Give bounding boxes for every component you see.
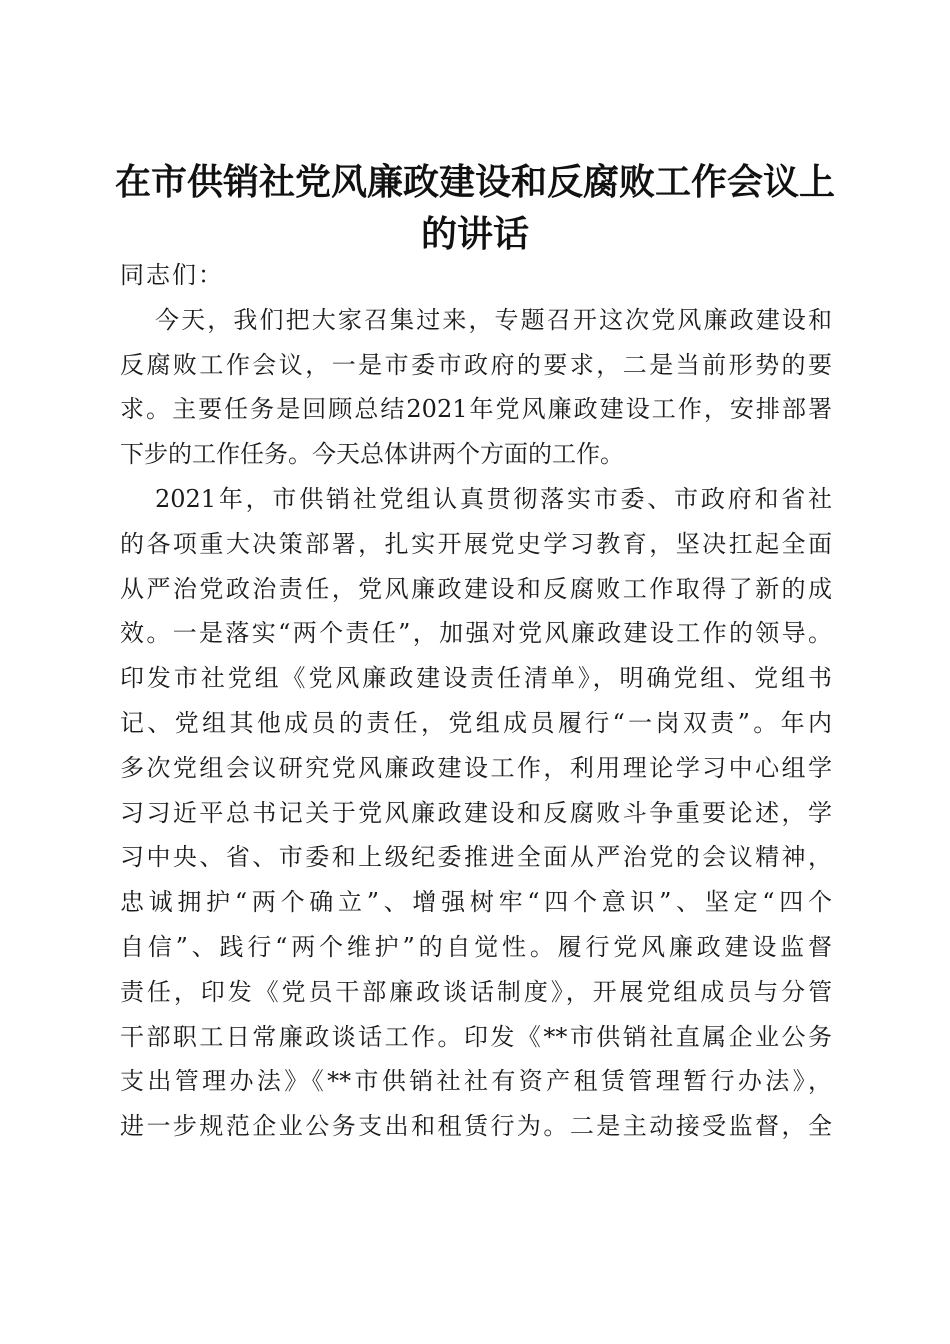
paragraph-review-2021 xyxy=(120,477,832,1149)
paragraph-line: 习习近平总书记关于党风廉政建设和反腐败斗争重要论述，学 xyxy=(120,798,832,827)
paragraph-line: 的各项重大决策部署，扎实开展党史学习教育，坚决扛起全面 xyxy=(120,529,832,558)
paragraph-line: 从严治党政治责任，党风廉政建设和反腐败工作取得了新的成 xyxy=(120,574,832,603)
document-body xyxy=(120,253,832,1149)
paragraph-line: 自信”、践行“两个维护”的自觉性。履行党风廉政建设监督 xyxy=(120,932,832,961)
paragraph-line: 效。一是落实“两个责任”，加强对党风廉政建设工作的领导。 xyxy=(120,619,832,648)
paragraph-line: 反腐败工作会议，一是市委市政府的要求，二是当前形势的要 xyxy=(120,350,832,379)
paragraph-line: 求。主要任务是回顾总结2021年党风廉政建设工作，安排部署 xyxy=(120,395,832,424)
paragraph-line: 今天，我们把大家召集过来，专题召开这次党风廉政建设和 xyxy=(155,305,832,334)
paragraph-line: 2021年，市供销社党组认真贯彻落实市委、市政府和省社 xyxy=(155,484,832,513)
paragraph-intro xyxy=(120,298,832,477)
paragraph-line: 干部职工日常廉政谈话工作。印发《**市供销社直属企业公务 xyxy=(120,1022,832,1051)
title-line-2: 的讲话 xyxy=(420,213,529,256)
title-line-1: 在市供销社党风廉政建设和反腐败工作会议上 xyxy=(114,161,835,204)
paragraph-line: 下步的工作任务。今天总体讲两个方面的工作。 xyxy=(120,440,624,469)
paragraph-line: 多次党组会议研究党风廉政建设工作，利用理论学习中心组学 xyxy=(120,753,832,782)
document-title xyxy=(100,156,850,260)
paragraph-line: 进一步规范企业公务支出和租赁行为。二是主动接受监督，全 xyxy=(120,1112,832,1141)
paragraph-line: 忠诚拥护“两个确立”、增强树牢“四个意识”、坚定“四个 xyxy=(120,888,832,917)
paragraph-line: 责任，印发《党员干部廉政谈话制度》，开展党组成员与分管 xyxy=(120,977,832,1006)
salutation: 同志们： xyxy=(120,261,224,289)
paragraph-line: 印发市社党组《党风廉政建设责任清单》，明确党组、党组书 xyxy=(120,664,832,693)
paragraph-line: 习中央、省、市委和上级纪委推进全面从严治党的会议精神， xyxy=(120,843,832,872)
paragraph-line: 记、党组其他成员的责任，党组成员履行“一岗双责”。年内 xyxy=(120,708,832,737)
paragraph-line: 支出管理办法》《**市供销社社有资产租赁管理暂行办法》， xyxy=(120,1067,832,1096)
